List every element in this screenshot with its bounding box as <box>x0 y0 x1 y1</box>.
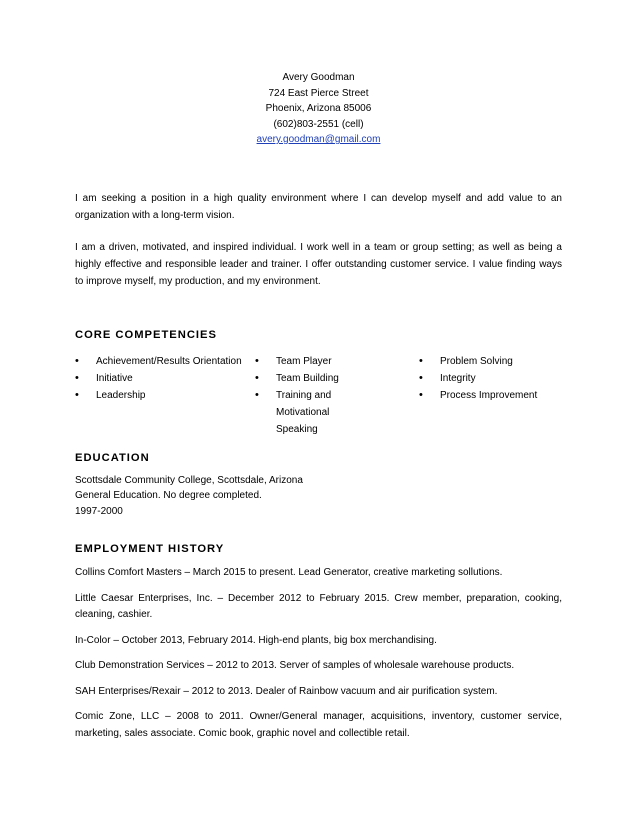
competency-item: • Achievement/Results Orientation <box>75 353 255 370</box>
competency-column-2 <box>255 353 419 438</box>
city-state-zip: Phoenix, Arizona 85006 <box>265 103 372 114</box>
resume-page <box>75 70 562 751</box>
bullet-icon: • <box>419 354 423 367</box>
employment-list <box>75 565 562 742</box>
job-entry: Comic Zone, LLC – 2008 to 2011. Owner/General manager, acquisitions, inventory, customer service, marketing, sales associate. Comic book, graphic novel and collectible retail. <box>75 711 562 739</box>
competency-item: • Team Building <box>255 370 354 387</box>
bullet-icon: • <box>419 388 423 401</box>
street-address: 724 East Pierce Street <box>268 87 369 99</box>
competencies-list <box>75 353 562 438</box>
email-link[interactable]: avery.goodman@gmail.com <box>256 134 381 145</box>
competency-item: • Training and Motivational Speaking <box>255 388 332 435</box>
competency-item: • Problem Solving <box>419 353 545 370</box>
competency-column-1 <box>75 353 255 438</box>
job-entry: Little Caesar Enterprises, Inc. – December 2012 to February 2015. Crew member, preparation, cooking, cleaning, cashier. <box>75 592 562 620</box>
core-competencies-heading: CORE COMPETENCIES <box>75 328 217 341</box>
school-name: Scottsdale Community College, Scottsdale, Arizona <box>75 474 303 486</box>
bullet-icon: • <box>255 388 259 401</box>
bullet-icon: • <box>255 354 259 367</box>
summary-paragraph: I am a driven, motivated, and inspired individual. I work well in a team or group setting; as well as being a highly effective and responsible leader and trainer. I offer outstanding customer service. I value finding ways to improve myself, my production, and my environment. <box>75 241 562 287</box>
competency-item: • Integrity <box>419 370 545 387</box>
job-entry: Collins Comfort Masters – March 2015 to present. Lead Generator, creative marketing sollutions. <box>75 567 503 578</box>
bullet-icon: • <box>255 371 259 384</box>
education-years: 1997-2000 <box>75 505 123 517</box>
competency-item: • Team Player <box>255 353 354 370</box>
objective-paragraph: I am seeking a position in a high quality environment where I can develop myself and add value to an organization with a long-term vision. <box>75 192 562 221</box>
bullet-icon: • <box>419 371 423 384</box>
education-heading: EDUCATION <box>75 451 150 464</box>
education-details <box>75 473 562 520</box>
applicant-name: Avery Goodman <box>282 72 355 83</box>
bullet-icon: • <box>75 371 79 384</box>
job-entry: Club Demonstration Services – 2012 to 2013. Server of samples of wholesale warehouse products. <box>75 660 515 671</box>
bullet-icon: • <box>75 354 79 367</box>
competency-item: • Process Improvement <box>419 387 545 404</box>
phone-number: (602)803-2551 (cell) <box>273 118 364 130</box>
competency-column-3 <box>419 353 545 438</box>
bullet-icon: • <box>75 388 79 401</box>
competency-item: • Initiative <box>75 370 255 387</box>
program-description: General Education. No degree completed. <box>75 490 262 501</box>
contact-header <box>75 70 562 148</box>
job-entry: In-Color – October 2013, February 2014. High-end plants, big box merchandising. <box>75 634 437 646</box>
job-entry: SAH Enterprises/Rexair – 2012 to 2013. Dealer of Rainbow vacuum and air purification system. <box>75 685 498 697</box>
competency-item: • Leadership <box>75 387 255 404</box>
employment-history-heading: EMPLOYMENT HISTORY <box>75 543 225 555</box>
